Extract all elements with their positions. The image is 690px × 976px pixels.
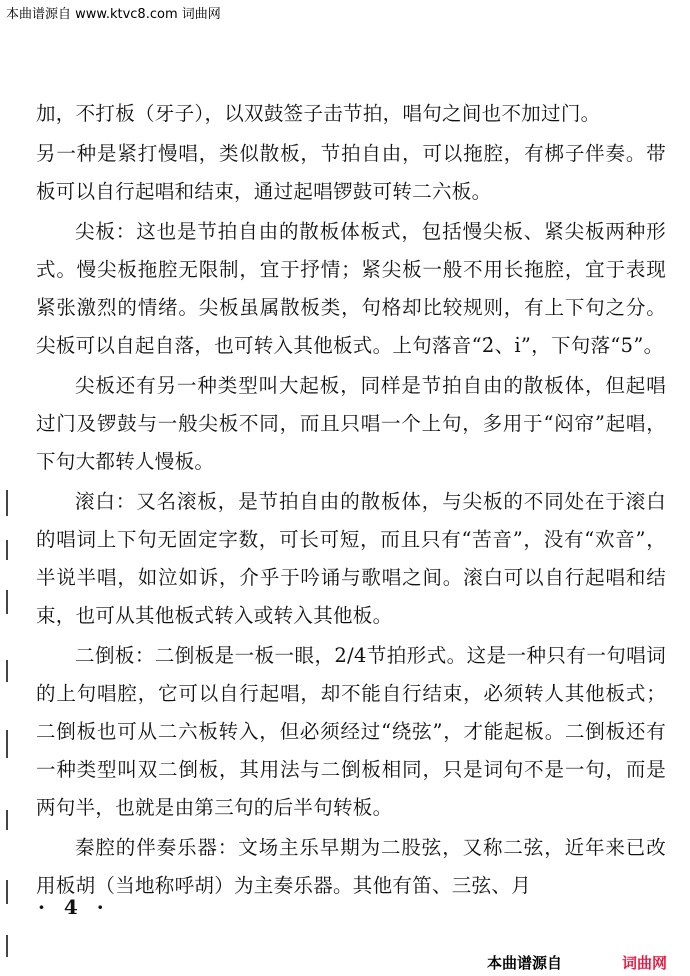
paragraph-1: 加，不打板（牙子），以双鼓签子击节拍，唱句之间也不加过门。	[36, 102, 601, 125]
top-watermark: 本曲谱源自 www.ktvc8.com 词曲网	[6, 7, 221, 22]
paragraph-4: 尖板还有另一种类型叫大起板，同样是节拍自由的散板体，但起唱过门及锣鼓与一般尖板不同，而且只唱一个上句，多用于“闷帘”起唱，下句大都转人慢板。	[36, 374, 666, 473]
footer-source-label: 本曲谱源自	[487, 954, 563, 972]
footer-site-logo: 词曲网	[622, 954, 668, 972]
page-body	[36, 95, 666, 907]
paragraph-7: 秦腔的伴奏乐器：文场主乐早期为二股弦，又称二弦，近年来已改用板胡（当地称呼胡）为主奏乐器。其他有笛、三弦、月	[36, 836, 666, 897]
paragraph-2: 另一种是紧打慢唱，类似散板，节拍自由，可以拖腔，有梆子伴奏。带板可以自行起唱和结束，通过起唱锣鼓可转二六板。	[36, 142, 666, 203]
paragraph-3: 尖板：这也是节拍自由的散板体板式，包括慢尖板、紧尖板两种形式。慢尖板拖腔无限制，宜于抒情；紧尖板一般不用长拖腔，宜于表现紧张激烈的情绪。尖板虽属散板类，句格却比较规则，有上下句之分。尖板可以自起自落，也可转入其他板式。上句落音“2̇、i̇”，下句落“5”。	[36, 220, 666, 357]
binding-edge-marks	[0, 480, 14, 970]
paragraph-5: 滚白：又名滚板，是节拍自由的散板体，与尖板的不同处在于滚白的唱词上下句无固定字数，可长可短，而且只有“苦音”，没有“欢音”，半说半唱，如泣如诉，介乎于吟诵与歌唱之间。滚白可以自行起唱和结束，也可从其他板式转入或转入其他板。	[36, 490, 666, 627]
paragraph-6: 二倒板：二倒板是一板一眼，2/4节拍形式。这是一种只有一句唱词的上句唱腔，它可以自行起唱，却不能自行结束，必须转人其他板式；二倒板也可从二六板转入，但必须经过“绕弦”，才能起板。二倒板还有一种类型叫双二倒板，其用法与二倒板相同，只是词句不是一句，而是两句半，也就是由第三句的后半句转板。	[36, 644, 666, 819]
page-number: · 4 ·	[38, 895, 110, 919]
